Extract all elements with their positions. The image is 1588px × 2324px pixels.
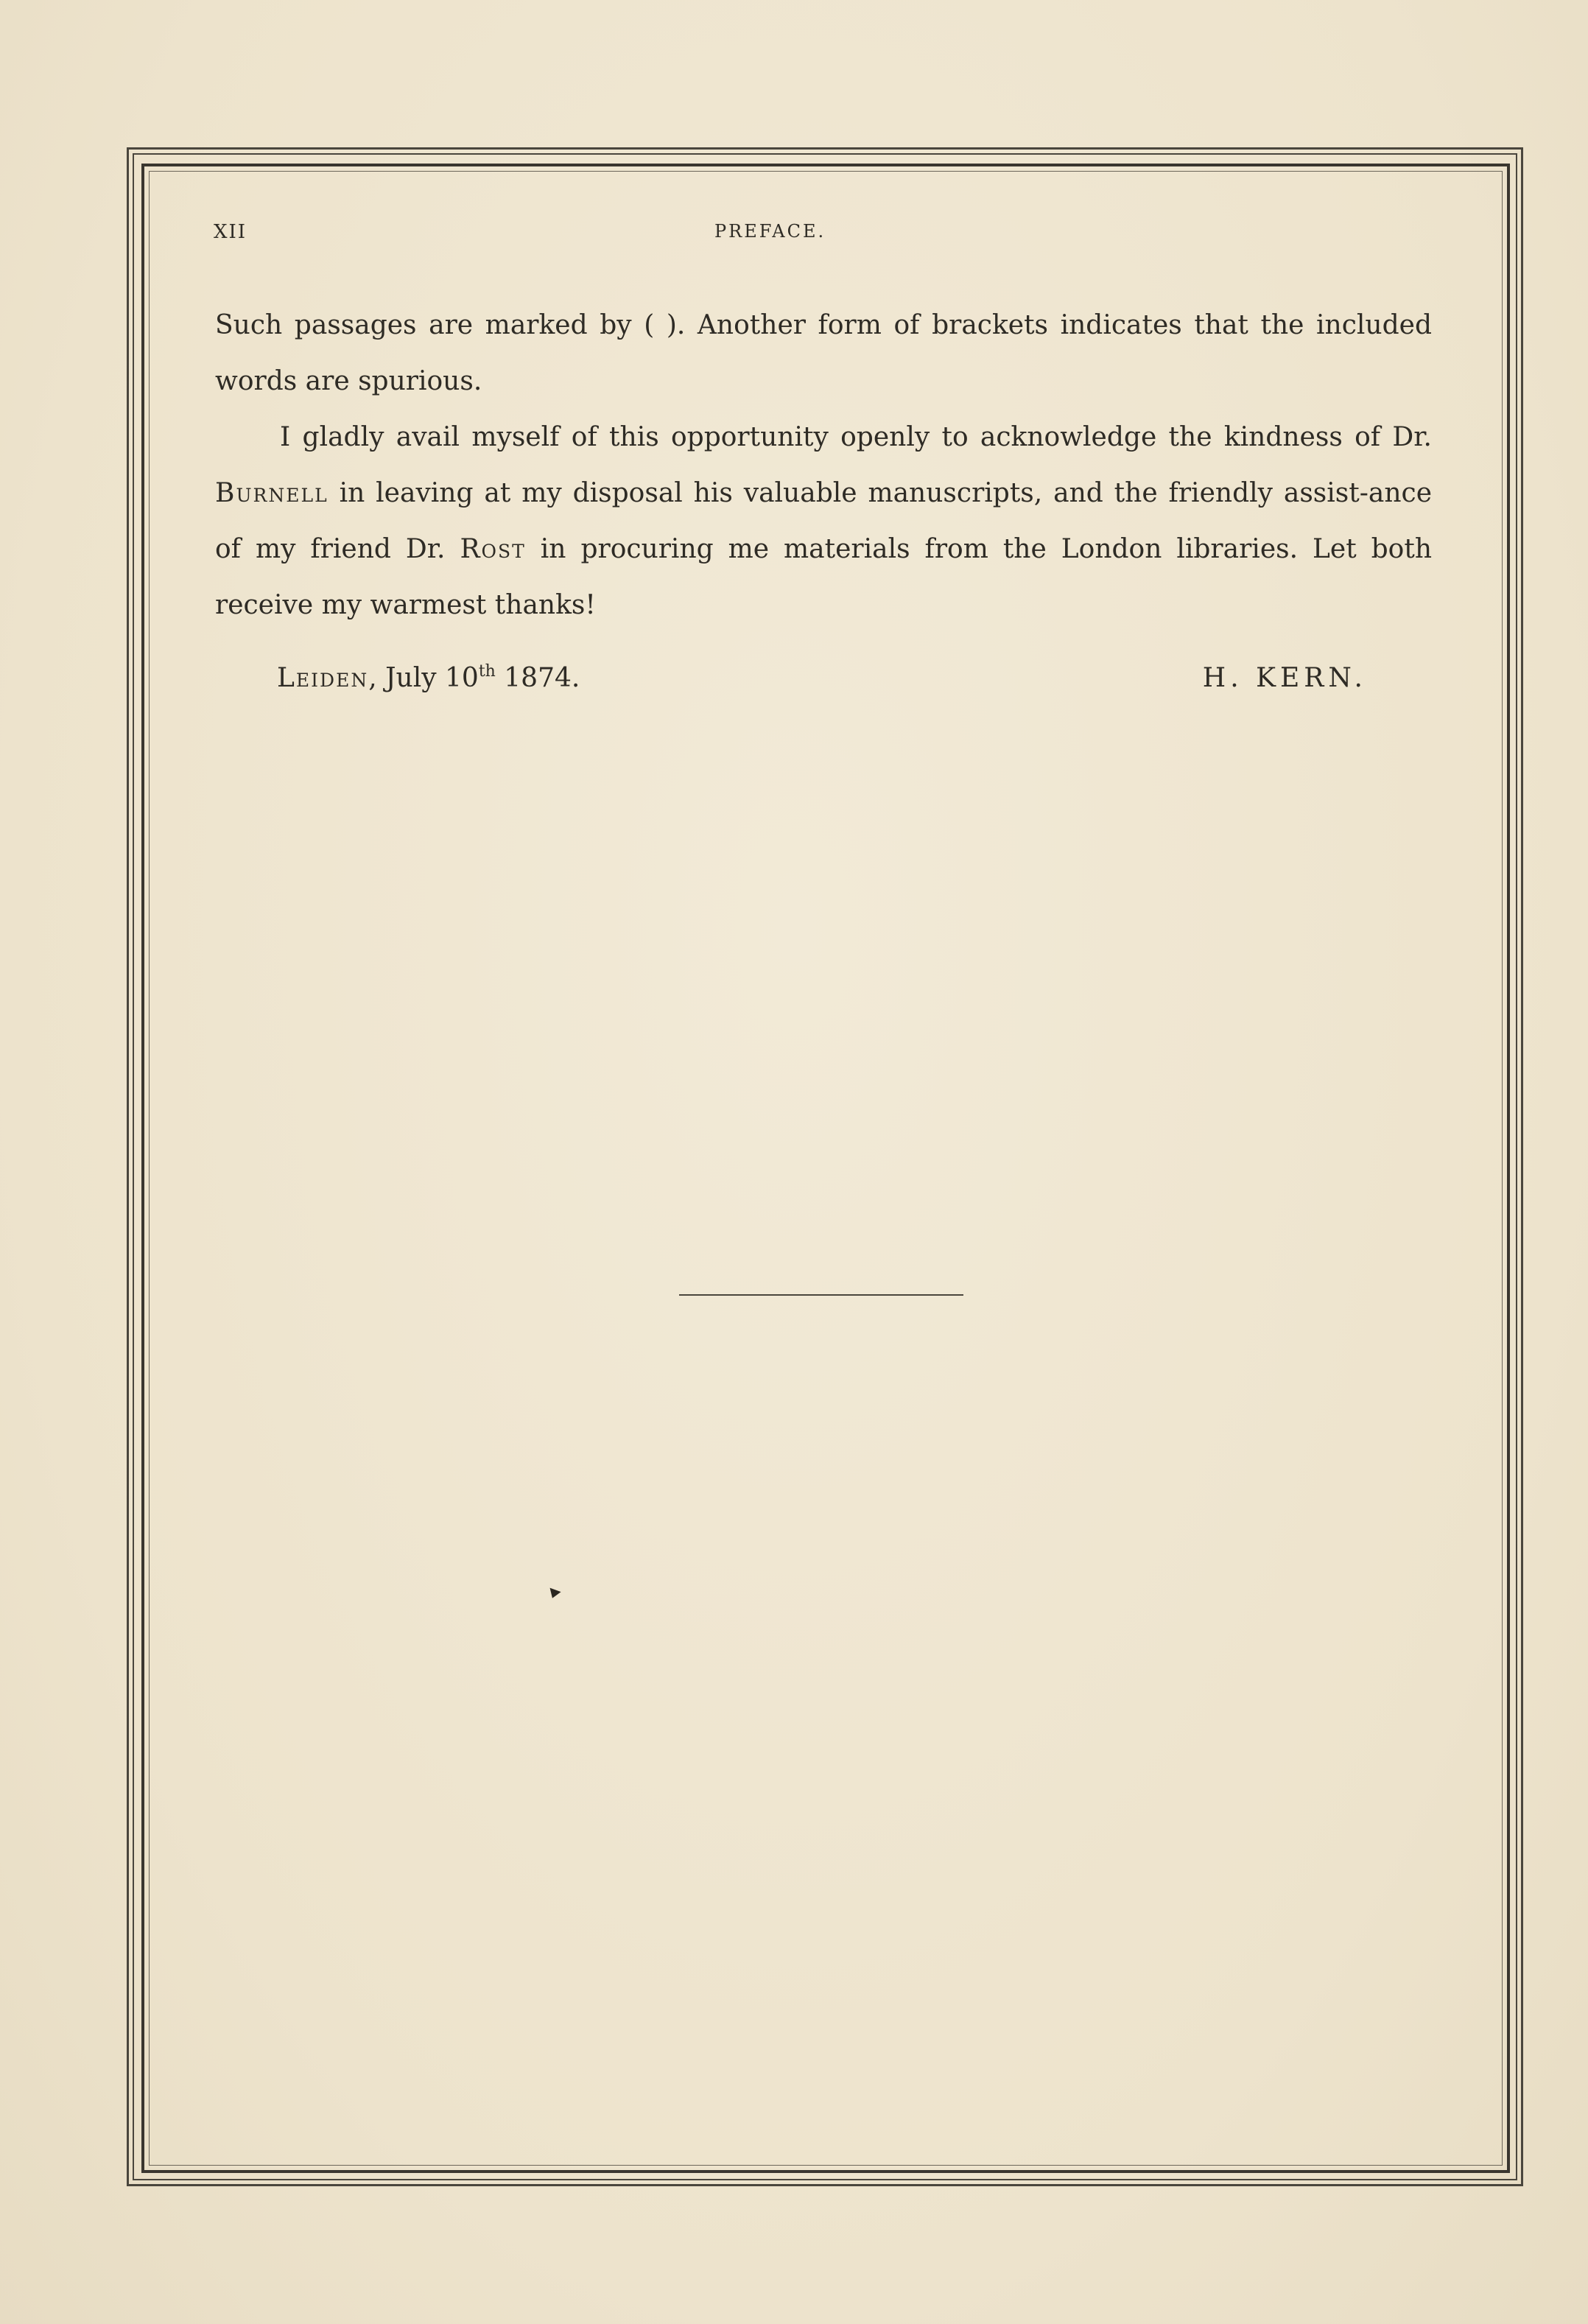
date-prefix: , July 10	[368, 663, 479, 693]
signature-line	[277, 663, 1367, 707]
name-rost: Rost	[460, 534, 526, 564]
name-burnell: Burnell	[215, 478, 329, 508]
ack-text-3: in procuring me materials from the London libraries. Let both receive my warmest thanks!	[215, 534, 1433, 620]
ink-speck	[547, 1588, 561, 1601]
ack-text-2: in leaving at my disposal his valuable manuscripts, and the friendly assist-ance of my friend Dr.	[215, 478, 1432, 564]
ack-text-1: I gladly avail myself of this opportunity openly to acknowledge the kindness of Dr.	[280, 422, 1432, 452]
page-number: XII	[214, 221, 247, 243]
end-rule	[679, 1294, 963, 1296]
author-signature: H. KERN.	[1202, 663, 1367, 693]
date-year: 1874.	[495, 663, 580, 693]
preface-text	[215, 298, 1432, 633]
running-head	[214, 221, 1429, 250]
paragraph-brackets: Such passages are marked by ( ). Another form of brackets indicates that the included words are spurious.	[215, 310, 1432, 396]
place-leiden: Leiden	[277, 663, 369, 693]
running-title: PREFACE.	[714, 221, 826, 242]
paragraph-acknowledgement	[215, 410, 1432, 633]
date-ordinal: th	[478, 662, 496, 681]
place-and-date	[277, 663, 580, 693]
